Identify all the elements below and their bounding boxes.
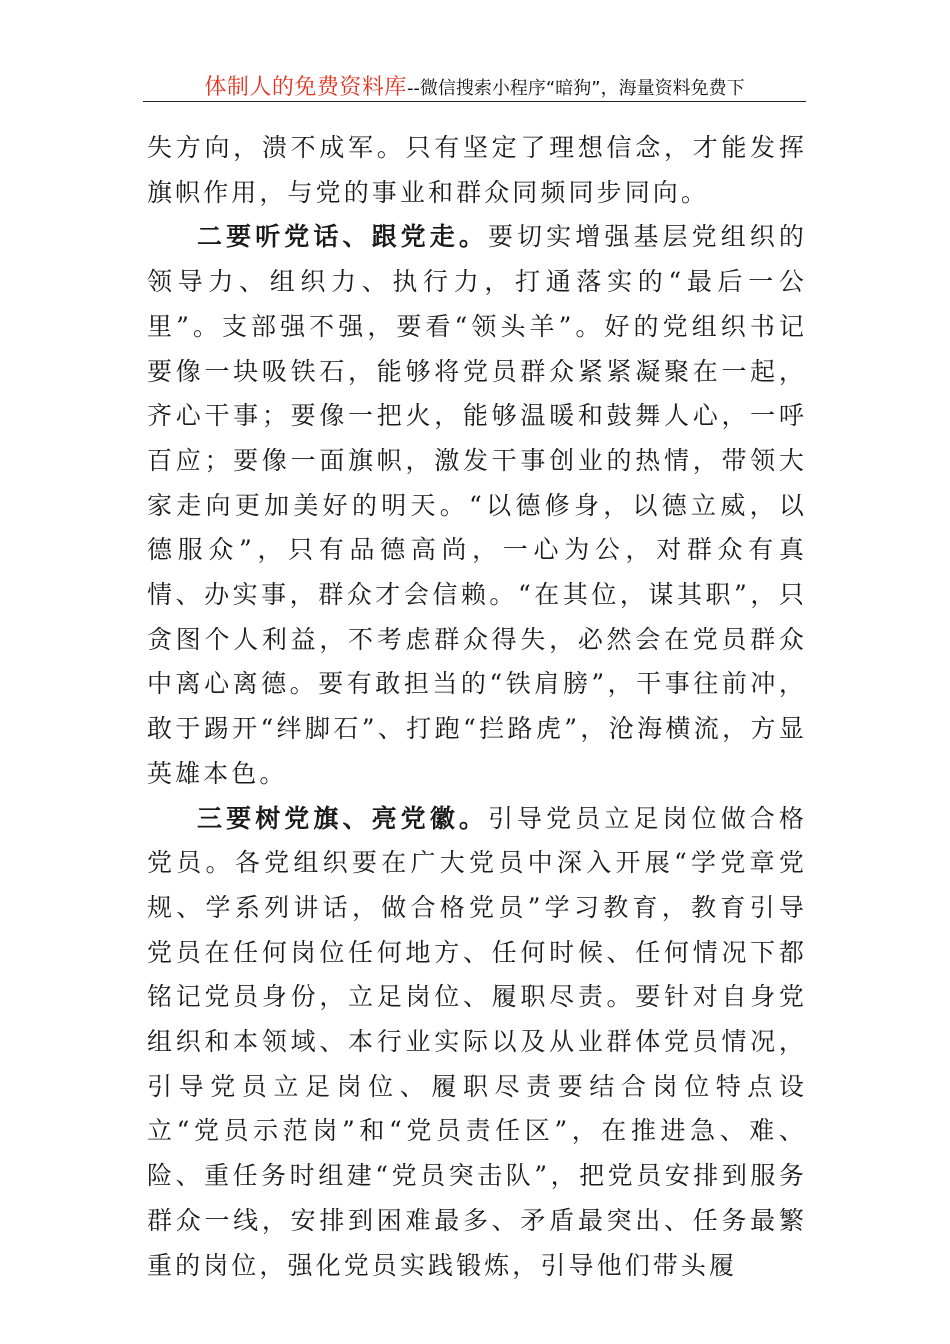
paragraph-continuation bbox=[147, 126, 807, 215]
header-note: --微信搜索小程序“暗狗”，海量资料免费下 bbox=[406, 78, 745, 99]
paragraph-lead-heading: 二要听党话、跟党走。 bbox=[197, 222, 488, 252]
paragraph-lead-heading: 三要树党旗、亮党徽。 bbox=[197, 803, 488, 833]
header-divider bbox=[143, 101, 806, 102]
paragraph-text: 失方向，溃不成军。只有坚定了理想信念，才能发挥旗帜作用，与党的事业和群众同频同步同向。 bbox=[147, 133, 807, 207]
header-brand: 体制人的免费资料库 bbox=[204, 75, 407, 100]
paragraph-second-requirement bbox=[147, 215, 807, 796]
paragraph-text: 要切实增强基层党组织的领导力、组织力、执行力，打通落实的“最后一公里”。支部强不强，要看“领头羊”。好的党组织书记要像一块吸铁石，能够将党员群众紧紧凝聚在一起，齐心干事；要像一把火，能够温暖和鼓舞人心，一呼百应；要像一面旗帜，激发干事创业的热情，带领大家走向更加美好的明天。“以德修身，以德立威，以德服众”，只有品德高尚，一心为公，对群众有真情、办实事，群众才会信赖。“在其位，谋其职”，只贪图个人利益，不考虑群众得失，必然会在党员群众中离心离德。要有敢担当的“铁肩膀”，干事往前冲，敢于踢开“绊脚石”、打跑“拦路虎”，沧海横流，方显英雄本色。 bbox=[147, 222, 807, 788]
paragraph-third-requirement bbox=[147, 797, 807, 1289]
document-body bbox=[147, 126, 807, 1288]
paragraph-text: 引导党员立足岗位做合格党员。各党组织要在广大党员中深入开展“学党章党规、学系列讲话，做合格党员”学习教育，教育引导党员在任何岗位任何地方、任何时候、任何情况下都铭记党员身份，立足岗位、履职尽责。要针对自身党组织和本领域、本行业实际以及从业群体党员情况，引导党员立足岗位、履职尽责要结合岗位特点设立“党员示范岗”和“党员责任区”，在推进急、难、险、重任务时组建“党员突击队”，把党员安排到服务群众一线，安排到困难最多、矛盾最突出、任务最繁重的岗位，强化党员实践锻炼，引导他们带头履 bbox=[147, 803, 807, 1280]
page-header bbox=[143, 70, 806, 100]
